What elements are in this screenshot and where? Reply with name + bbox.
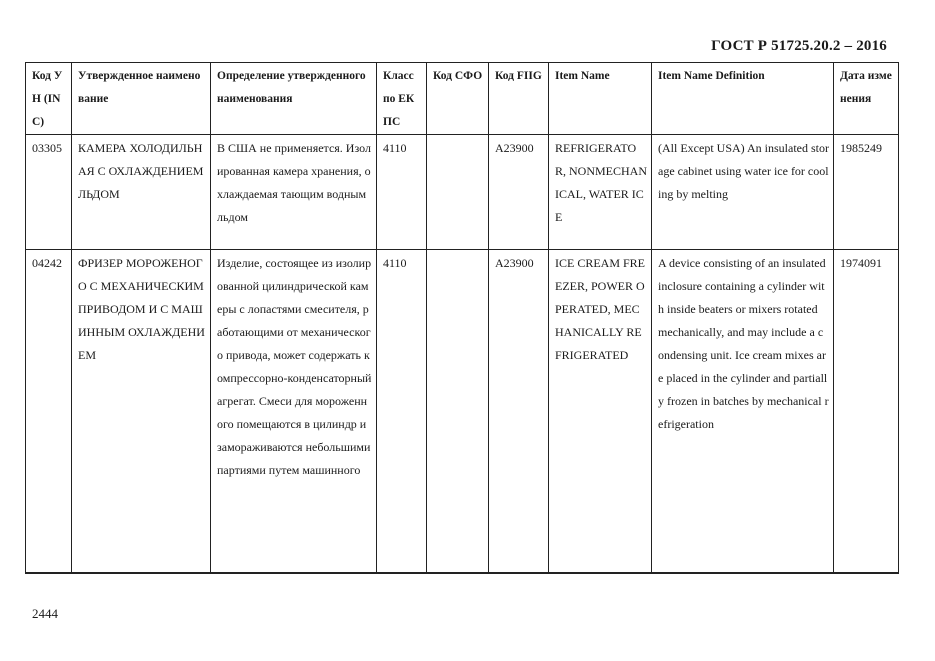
cell-item-name: ICE CREAM FREEZER, POWER OPERATED, MECHANICALLY REFRIGERATED xyxy=(549,250,652,574)
cell-inc: 04242 xyxy=(26,250,72,574)
cell-sfo-code xyxy=(427,135,489,250)
cell-definition: В США не применяется. Изолированная камера хранения, охлаждаемая тающим водным льдом xyxy=(211,135,377,250)
col-header-item-name: Item Name xyxy=(549,63,652,135)
col-header-item-definition: Item Name Definition xyxy=(652,63,834,135)
col-header-sfo-code: Код СФО xyxy=(427,63,489,135)
cell-ekps-class: 4110 xyxy=(377,135,427,250)
cell-sfo-code xyxy=(427,250,489,574)
col-header-ekps-class: Класс по ЕКПС xyxy=(377,63,427,135)
document-title: ГОСТ Р 51725.20.2 – 2016 xyxy=(711,38,887,54)
cell-definition: Изделие, состоящее из изолированной цилиндрической камеры с лопастями смесителя, работающими от механического привода, может содержать компрессорно-конденсаторный агрегат. Смеси для мороженного помещаются в цилиндр и замораживаются небольшими партиями путем машинного xyxy=(211,250,377,574)
col-header-change-date: Дата изменения xyxy=(834,63,899,135)
cell-item-definition: A device consisting of an insulated inclosure containing a cylinder with inside beaters or mixers rotated mechanically, and may include a condensing unit. Ice cream mixes are placed in the cylinder and partially frozen in batches by mechanical refrigeration xyxy=(652,250,834,574)
cell-change-date: 1985249 xyxy=(834,135,899,250)
cell-approved-name: ФРИЗЕР МОРОЖЕНОГО С МЕХАНИЧЕСКИМ ПРИВОДОМ И С МАШИННЫМ ОХЛАЖДЕНИЕМ xyxy=(72,250,211,574)
cell-fiig-code: A23900 xyxy=(489,135,549,250)
cell-change-date: 1974091 xyxy=(834,250,899,574)
col-header-fiig-code: Код FIIG xyxy=(489,63,549,135)
col-header-approved-name: Утвержденное наименование xyxy=(72,63,211,135)
col-header-inc: Код УН (INC) xyxy=(26,63,72,135)
cell-fiig-code: A23900 xyxy=(489,250,549,574)
cell-ekps-class: 4110 xyxy=(377,250,427,574)
table-header-row xyxy=(26,63,899,135)
table-row xyxy=(26,135,899,250)
cell-inc: 03305 xyxy=(26,135,72,250)
col-header-definition: Определение утвержденного наименования xyxy=(211,63,377,135)
page-number: 2444 xyxy=(32,606,58,621)
cell-item-definition: (All Except USA) An insulated storage cabinet using water ice for cooling by melting xyxy=(652,135,834,250)
cell-approved-name: КАМЕРА ХОЛОДИЛЬНАЯ С ОХЛАЖДЕНИЕМ ЛЬДОМ xyxy=(72,135,211,250)
table-row xyxy=(26,250,899,574)
nomenclature-table xyxy=(25,62,899,574)
cell-item-name: REFRIGERATOR, NONMECHANICAL, WATER ICE xyxy=(549,135,652,250)
